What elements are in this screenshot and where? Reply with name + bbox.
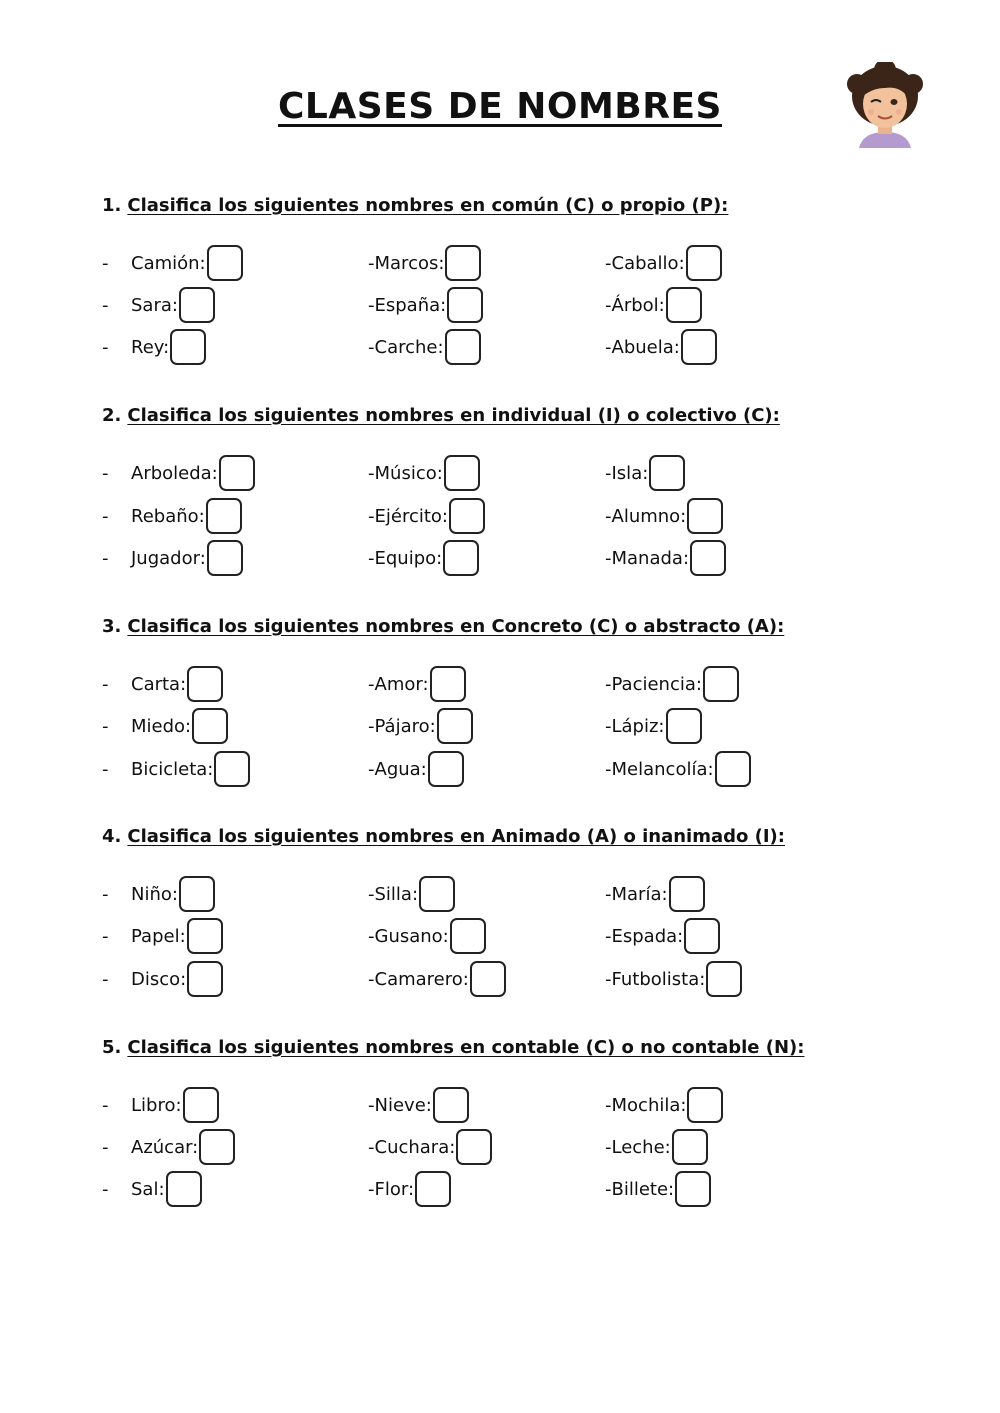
word-item	[102, 1084, 219, 1126]
word-label: Sal:	[131, 1178, 165, 1200]
dash: -	[605, 252, 612, 274]
answer-box[interactable]	[681, 329, 717, 365]
answer-box[interactable]	[419, 876, 455, 912]
dash: -	[102, 715, 109, 737]
answer-box[interactable]	[470, 961, 506, 997]
word-item	[605, 452, 685, 494]
dash: -	[102, 968, 109, 990]
word-item	[368, 537, 479, 579]
word-label: Billete:	[611, 1178, 675, 1200]
question-3-heading	[102, 616, 784, 637]
answer-box[interactable]	[199, 1129, 235, 1165]
word-label: Marcos:	[374, 252, 445, 274]
word-item	[605, 705, 702, 747]
word-label: Mochila:	[611, 1094, 687, 1116]
word-label: Caballo:	[611, 252, 685, 274]
word-label: Jugador:	[131, 547, 206, 569]
dash: -	[605, 1094, 612, 1116]
word-label: Ejército:	[374, 505, 448, 527]
word-item	[102, 705, 228, 747]
answer-box[interactable]	[437, 708, 473, 744]
word-label: Cuchara:	[374, 1136, 456, 1158]
dash: -	[605, 462, 612, 484]
word-label: Pájaro:	[374, 715, 436, 737]
answer-box[interactable]	[715, 751, 751, 787]
word-item	[368, 1126, 492, 1168]
question-text: Clasifica los siguientes nombres en común (C) o propio (P):	[127, 195, 729, 216]
answer-box[interactable]	[170, 329, 206, 365]
word-label: Silla:	[374, 883, 419, 905]
word-label: Miedo:	[131, 715, 192, 737]
answer-box[interactable]	[187, 918, 223, 954]
answer-box[interactable]	[666, 708, 702, 744]
answer-box[interactable]	[687, 1087, 723, 1123]
dash: -	[368, 673, 375, 695]
word-label: Isla:	[611, 462, 649, 484]
dash: -	[102, 883, 109, 905]
word-label: Sara:	[131, 294, 178, 316]
dash: -	[102, 925, 109, 947]
word-label: Manada:	[611, 547, 690, 569]
word-item	[102, 537, 243, 579]
word-label: España:	[374, 294, 447, 316]
word-item	[102, 915, 223, 957]
word-item	[368, 915, 486, 957]
question-text: Clasifica los siguientes nombres en individual (I) o colectivo (C):	[127, 405, 780, 426]
dash: -	[102, 462, 109, 484]
word-item	[102, 958, 223, 1000]
answer-box[interactable]	[192, 708, 228, 744]
word-label: Camión:	[131, 252, 206, 274]
word-item	[605, 663, 739, 705]
word-label: Disco:	[131, 968, 187, 990]
word-label: Carche:	[374, 336, 444, 358]
word-label: Gusano:	[374, 925, 449, 947]
word-item	[605, 537, 726, 579]
word-item	[368, 748, 464, 790]
answer-box[interactable]	[703, 666, 739, 702]
answer-box[interactable]	[444, 455, 480, 491]
dash: -	[605, 925, 612, 947]
question-number: 5.	[102, 1037, 122, 1058]
answer-box[interactable]	[684, 918, 720, 954]
dash: -	[102, 1178, 109, 1200]
answer-box[interactable]	[206, 498, 242, 534]
word-label: Futbolista:	[611, 968, 706, 990]
word-item	[102, 663, 223, 705]
word-label: Camarero:	[374, 968, 469, 990]
answer-box[interactable]	[214, 751, 250, 787]
word-label: Árbol:	[611, 294, 665, 316]
word-label: Agua:	[374, 758, 427, 780]
answer-box[interactable]	[166, 1171, 202, 1207]
word-label: Alumno:	[611, 505, 687, 527]
word-item	[368, 242, 481, 284]
dash: -	[368, 925, 375, 947]
dash: -	[102, 758, 109, 780]
question-number: 2.	[102, 405, 122, 426]
answer-box[interactable]	[666, 287, 702, 323]
dash: -	[605, 968, 612, 990]
word-item	[605, 242, 722, 284]
question-number: 4.	[102, 826, 122, 847]
dash: -	[368, 462, 375, 484]
dash: -	[102, 1094, 109, 1116]
word-item	[605, 1126, 708, 1168]
dash: -	[605, 883, 612, 905]
answer-box[interactable]	[669, 876, 705, 912]
dash: -	[102, 1136, 109, 1158]
answer-box[interactable]	[207, 245, 243, 281]
dash: -	[102, 294, 109, 316]
question-text: Clasifica los siguientes nombres en Animado (A) o inanimado (I):	[127, 826, 785, 847]
word-label: Abuela:	[611, 336, 680, 358]
dash: -	[605, 715, 612, 737]
word-item	[368, 705, 473, 747]
answer-box[interactable]	[179, 287, 215, 323]
answer-box[interactable]	[183, 1087, 219, 1123]
dash: -	[102, 547, 109, 569]
dash: -	[368, 294, 375, 316]
answer-box[interactable]	[649, 455, 685, 491]
word-label: Azúcar:	[131, 1136, 199, 1158]
word-item	[368, 284, 483, 326]
word-item	[605, 1084, 723, 1126]
dash: -	[368, 505, 375, 527]
word-label: Melancolía:	[611, 758, 714, 780]
answer-box[interactable]	[219, 455, 255, 491]
answer-box[interactable]	[187, 961, 223, 997]
word-label: Equipo:	[374, 547, 443, 569]
dash: -	[102, 252, 109, 274]
word-label: Espada:	[611, 925, 684, 947]
word-item	[605, 326, 717, 368]
answer-box[interactable]	[445, 245, 481, 281]
word-item	[605, 284, 702, 326]
dash: -	[605, 758, 612, 780]
word-item	[368, 495, 485, 537]
word-label: Paciencia:	[611, 673, 702, 695]
word-item	[368, 452, 480, 494]
word-label: Arboleda:	[131, 462, 218, 484]
answer-box[interactable]	[687, 498, 723, 534]
answer-box[interactable]	[428, 751, 464, 787]
question-1-heading	[102, 195, 728, 216]
answer-box[interactable]	[207, 540, 243, 576]
question-5-heading	[102, 1037, 804, 1058]
word-item	[102, 495, 242, 537]
dash: -	[605, 673, 612, 695]
word-item	[102, 1126, 235, 1168]
word-item	[605, 873, 705, 915]
question-4-heading	[102, 826, 785, 847]
answer-box[interactable]	[449, 498, 485, 534]
answer-box[interactable]	[690, 540, 726, 576]
dash: -	[368, 883, 375, 905]
answer-box[interactable]	[415, 1171, 451, 1207]
word-item	[605, 495, 723, 537]
word-item	[368, 663, 466, 705]
dash: -	[368, 336, 375, 358]
word-label: Niño:	[131, 883, 178, 905]
dash: -	[605, 294, 612, 316]
dash: -	[368, 252, 375, 274]
dash: -	[368, 1136, 375, 1158]
word-item	[368, 326, 481, 368]
dash: -	[368, 1094, 375, 1116]
question-2-heading	[102, 405, 780, 426]
answer-box[interactable]	[443, 540, 479, 576]
answer-box[interactable]	[450, 918, 486, 954]
word-item	[605, 748, 751, 790]
word-item	[102, 452, 255, 494]
word-label: Carta:	[131, 673, 187, 695]
question-text: Clasifica los siguientes nombres en Concreto (C) o abstracto (A):	[127, 616, 785, 637]
word-item	[102, 326, 206, 368]
word-label: Libro:	[131, 1094, 182, 1116]
dash: -	[102, 336, 109, 358]
word-item	[368, 1084, 469, 1126]
dash: -	[102, 505, 109, 527]
answer-box[interactable]	[187, 666, 223, 702]
dash: -	[102, 673, 109, 695]
answer-box[interactable]	[445, 329, 481, 365]
word-item	[102, 242, 243, 284]
page-title: CLASES DE NOMBRES	[278, 86, 722, 127]
dash: -	[605, 1178, 612, 1200]
word-item	[368, 958, 506, 1000]
dash: -	[605, 547, 612, 569]
word-item	[605, 958, 742, 1000]
word-label: Nieve:	[374, 1094, 432, 1116]
question-number: 3.	[102, 616, 122, 637]
answer-box[interactable]	[672, 1129, 708, 1165]
dash: -	[605, 505, 612, 527]
word-item	[368, 1168, 451, 1210]
word-item	[102, 873, 215, 915]
word-item	[102, 1168, 202, 1210]
question-text: Clasifica los siguientes nombres en contable (C) o no contable (N):	[127, 1037, 805, 1058]
word-item	[605, 1168, 711, 1210]
answer-box[interactable]	[430, 666, 466, 702]
word-label: Flor:	[374, 1178, 415, 1200]
word-label: Papel:	[131, 925, 186, 947]
word-item	[605, 915, 720, 957]
word-item	[102, 748, 250, 790]
word-label: Músico:	[374, 462, 443, 484]
word-label: Leche:	[611, 1136, 671, 1158]
dash: -	[368, 715, 375, 737]
word-label: Rey:	[131, 336, 170, 358]
answer-box[interactable]	[447, 287, 483, 323]
answer-box[interactable]	[433, 1087, 469, 1123]
word-item	[368, 873, 455, 915]
word-label: Rebaño:	[131, 505, 205, 527]
dash: -	[368, 758, 375, 780]
avatar-icon	[845, 62, 925, 150]
dash: -	[368, 968, 375, 990]
word-label: Amor:	[374, 673, 429, 695]
question-number: 1.	[102, 195, 122, 216]
answer-box[interactable]	[456, 1129, 492, 1165]
answer-box[interactable]	[179, 876, 215, 912]
word-label: Lápiz:	[611, 715, 665, 737]
answer-box[interactable]	[675, 1171, 711, 1207]
dash: -	[368, 1178, 375, 1200]
word-label: Bicicleta:	[131, 758, 214, 780]
answer-box[interactable]	[686, 245, 722, 281]
dash: -	[368, 547, 375, 569]
word-item	[102, 284, 215, 326]
answer-box[interactable]	[706, 961, 742, 997]
dash: -	[605, 1136, 612, 1158]
dash: -	[605, 336, 612, 358]
word-label: María:	[611, 883, 668, 905]
